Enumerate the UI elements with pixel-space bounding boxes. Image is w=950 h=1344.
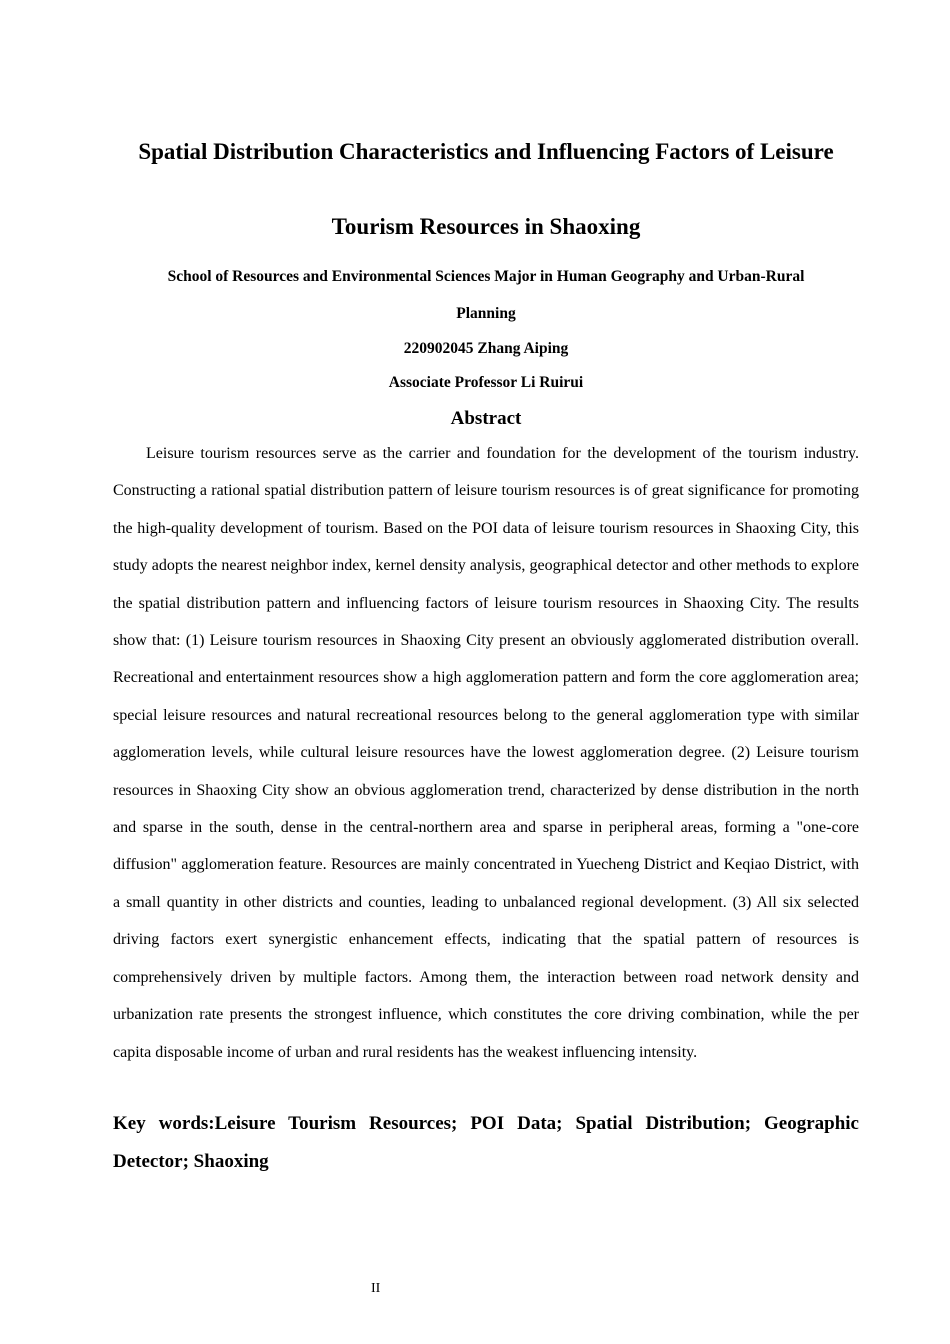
title-line-2: Tourism Resources in Shaoxing — [331, 214, 641, 239]
abstract-heading: Abstract — [450, 408, 522, 429]
page-number: II — [371, 1281, 381, 1296]
student-id-name: 220902045 Zhang Aiping — [403, 340, 569, 357]
title-line-1: Spatial Distribution Characteristics and Influencing Factors of Leisure — [138, 139, 834, 164]
advisor-name: Associate Professor Li Ruirui — [388, 374, 584, 391]
school-major-line-1: School of Resources and Environmental Sciences Major in Human Geography and Urban-Rural — [167, 268, 805, 285]
document-page — [113, 0, 859, 1344]
school-major-line-2: Planning — [456, 305, 516, 322]
abstract-body: Leisure tourism resources serve as the carrier and foundation for the development of the tourism industry. Constructing a rational spatial distribution pattern of leisure tourism resources is of great significance for promoting the high-quality development of tourism. Based on the POI data of leisure tourism resources in Shaoxing City, this study adopts the nearest neighbor index, kernel density analysis, geographical detector and other methods to explore the spatial distribution pattern and influencing factors of leisure tourism resources in Shaoxing City. The results show that: (1) Leisure tourism resources in Shaoxing City present an obviously agglomerated distribution overall. Recreational and entertainment resources show a high agglomeration pattern and form the core agglomeration area; special leisure resources and natural recreational resources belong to the general agglomeration type with similar agglomeration levels, while cultural leisure resources have the lowest agglomeration degree. (2) Leisure tourism resources in Shaoxing City show an obvious agglomeration trend, characterized by dense distribution in the north and sparse in the south, dense in the central-northern area and sparse in peripheral areas, forming a "one-core diffusion" agglomeration feature. Resources are mainly concentrated in Yuecheng District and Keqiao District, with a small quantity in other districts and counties, leading to unbalanced regional development. (3) All six selected driving factors exert synergistic enhancement effects, indicating that the spatial pattern of resources is comprehensively driven by multiple factors. Among them, the interaction between road network density and urbanization rate presents the strongest influence, which constitutes the core driving combination, while the per capita disposable income of urban and rural residents has the weakest influencing intensity. — [113, 445, 859, 1061]
keywords: Key words:Leisure Tourism Resources; POI Data; Spatial Distribution; Geographic Detector; Shaoxing — [113, 1113, 859, 1172]
